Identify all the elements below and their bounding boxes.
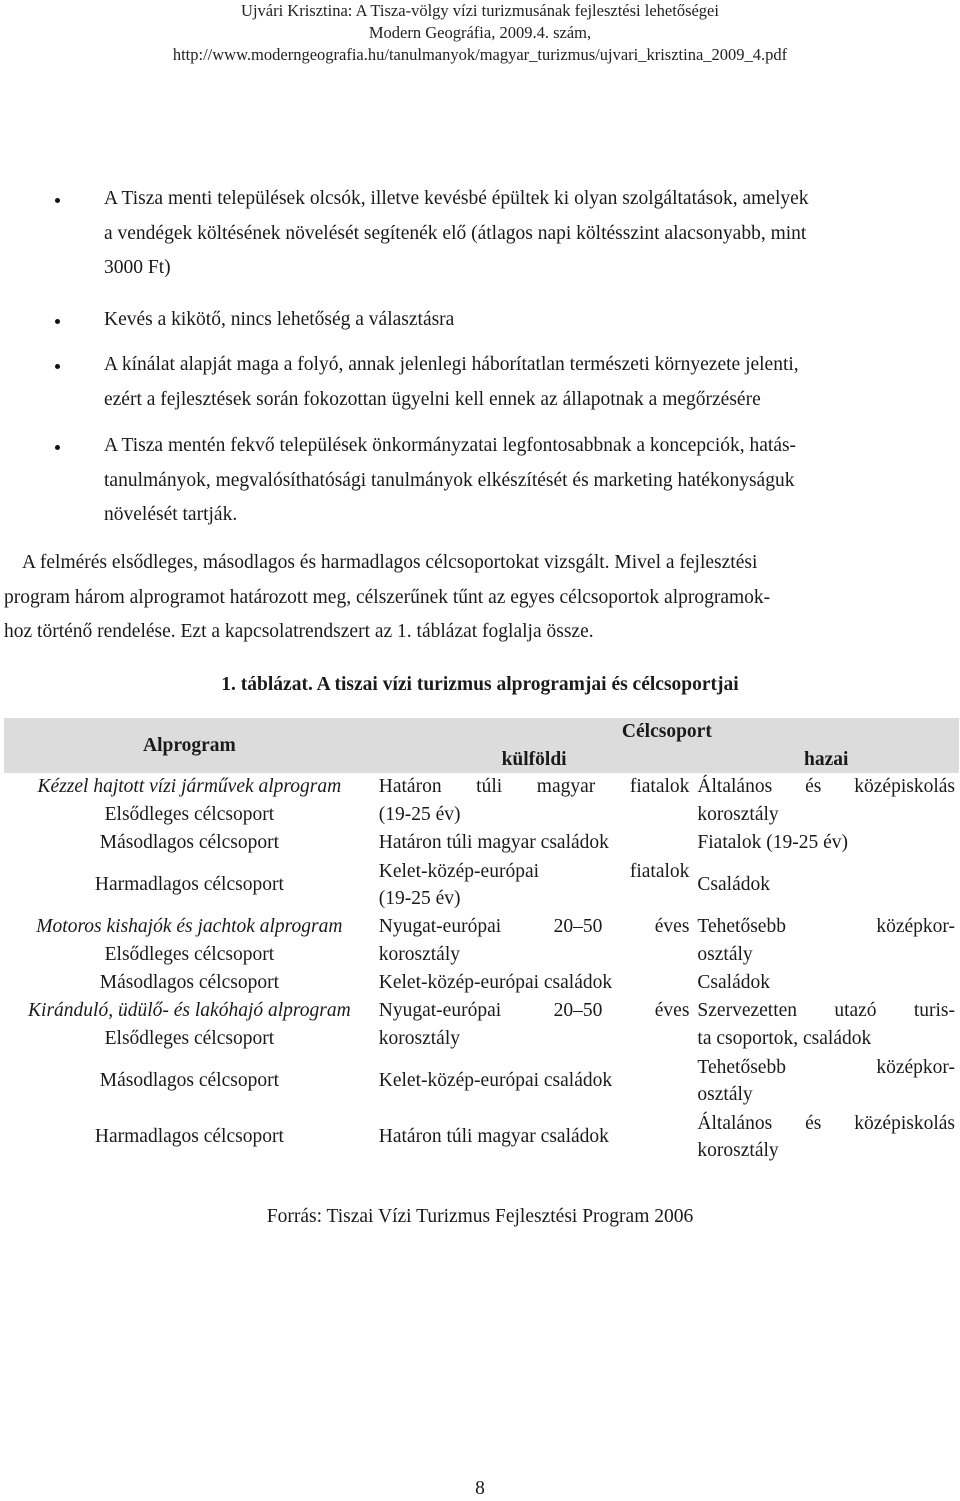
target-group-level: Harmadlagos célcsoport [94,874,284,896]
target-group-level: Másodlagos célcsoport [99,1070,280,1092]
cell-line: Családok [697,972,770,994]
body-paragraph [4,546,958,650]
table-row [4,1053,959,1109]
foreign-target-cell [375,969,694,997]
alprogram-cell [4,913,375,969]
table-body [4,773,959,1165]
bullet-line: A Tisza mentén fekvő települések önkormányzatai legfontosabbnak a koncepciók, hatás- [104,435,797,456]
alprogram-cell [4,773,375,829]
alprogram-cell [4,969,375,997]
bullet-list [0,182,960,533]
domestic-target-cell [693,913,959,969]
header-journal: Modern Geográfia, 2009.4. szám, [368,23,592,42]
cell-line: Kelet-közép-európai családok [378,1070,613,1092]
foreign-target-cell [375,829,694,857]
cell-line: (19-25 év) [378,888,461,909]
page-number: 8 [475,1478,485,1499]
table-row [4,773,959,829]
target-group-table [4,718,959,1165]
cell-line: korosztály [378,943,460,965]
cell-line: Kelet-közép-európai fiatalok [378,860,690,882]
cell-line: Nyugat-európai 20–50 éves [378,916,690,937]
bullet-icon [55,319,60,324]
foreign-target-cell [375,857,694,913]
foreign-target-cell [375,1109,694,1165]
domestic-target-cell [693,773,959,829]
alprogram-cell [4,1053,375,1109]
domestic-target-cell [693,829,959,857]
domestic-target-cell [693,997,959,1053]
table-row [4,1109,959,1165]
cell-line: osztály [697,943,753,965]
alprogram-cell [4,1109,375,1165]
header-kulfoldi: külföldi [375,746,694,774]
alprogram-name: Kiránduló, üdülő- és lakóhajó alprogram [28,1000,351,1021]
domestic-target-cell [693,1109,959,1165]
header-alprogram: Alprogram [4,718,375,773]
paragraph-line: hoz történő rendelése. Ezt a kapcsolatrendszert az 1. táblázat foglalja össze. [4,621,594,642]
cell-line: Tehetősebb középkor- [697,1056,955,1078]
header-url: http://www.moderngeografia.hu/tanulmanyok/magyar_turizmus/ujvari_krisztina_2009_4.pdf [172,45,788,64]
header-celcsoport: Célcsoport [375,718,959,746]
cell-line: korosztály [378,1027,460,1049]
cell-line: Határon túli magyar családok [378,832,609,854]
cell-line: Határon túli magyar fiatalok [378,776,690,797]
domestic-target-cell [693,1053,959,1109]
alprogram-cell [4,857,375,913]
bullet-line: tanulmányok, megvalósíthatósági tanulmányok elkészítését és marketing hatékonyságuk [104,469,795,491]
bullet-item [0,182,960,286]
alprogram-name: Kézzel hajtott vízi járművek alprogram [37,776,342,797]
bullet-line: 3000 Ft) [104,257,171,278]
cell-line: Határon túli magyar családok [378,1126,609,1148]
foreign-target-cell [375,913,694,969]
header-hazai: hazai [693,746,959,774]
cell-line: Kelet-közép-európai családok [378,972,613,994]
page-header [0,0,960,66]
bullet-item [0,348,960,417]
paragraph-line: program három alprogramot határozott meg, célszerűnek tűnt az egyes célcsoportok alprogramok- [4,586,771,608]
source-note: Forrás: Tiszai Vízi Turizmus Fejlesztési Program 2006 [266,1206,694,1227]
cell-line: Fiatalok (19-25 év) [697,832,848,854]
cell-line: Családok [697,874,770,896]
bullet-line: A Tisza menti települések olcsók, illetve kevésbé épültek ki olyan szolgáltatások, amelyek [104,188,809,209]
table-row [4,913,959,969]
cell-line: Általános és középiskolás [697,776,955,797]
target-group-level: Harmadlagos célcsoport [94,1126,284,1148]
cell-line: korosztály [697,1140,779,1161]
table-caption: 1. táblázat. A tiszai vízi turizmus alprogramjai és célcsoportjai [221,674,739,695]
bullet-icon [55,198,60,203]
foreign-target-cell [375,997,694,1053]
target-group-level: Másodlagos célcsoport [99,972,280,994]
cell-line: osztály [697,1084,753,1105]
table-row [4,857,959,913]
cell-line: Általános és középiskolás [697,1112,955,1134]
cell-line: Nyugat-európai 20–50 éves [378,1000,690,1021]
bullet-line: A kínálat alapját maga a folyó, annak jelenlegi háborítatlan természeti környezete jelenti, [104,354,799,375]
target-group-level: Másodlagos célcsoport [99,832,280,854]
target-group-level: Elsődleges célcsoport [104,803,275,825]
header-title: Ujvári Krisztina: A Tisza-völgy vízi turizmusának fejlesztési lehetőségei [241,1,719,20]
table-row [4,969,959,997]
bullet-line: növelését tartják. [104,504,238,525]
cell-line: korosztály [697,803,779,825]
cell-line: Tehetősebb középkor- [697,916,955,937]
alprogram-cell [4,829,375,857]
domestic-target-cell [693,969,959,997]
alprogram-name: Motoros kishajók és jachtok alprogram [36,916,343,937]
bullet-line: a vendégek költésének növelését segítenék elő (átlagos napi költésszint alacsonyabb, mint [104,222,807,244]
bullet-item [0,429,960,533]
table-row [4,829,959,857]
bullet-icon [55,364,60,369]
bullet-icon [55,445,60,450]
cell-line: (19-25 év) [378,803,461,825]
foreign-target-cell [375,1053,694,1109]
foreign-target-cell [375,773,694,829]
paragraph-line: A felmérés elsődleges, másodlagos és harmadlagos célcsoportokat vizsgált. Mivel a fejlesztési [22,552,758,573]
table-row [4,997,959,1053]
cell-line: ta csoportok, családok [697,1027,872,1049]
target-group-level: Elsődleges célcsoport [104,943,275,965]
domestic-target-cell [693,857,959,913]
bullet-item [0,303,960,338]
cell-line: Szervezetten utazó turis- [697,1000,955,1021]
bullet-line: Kevés a kikötő, nincs lehetőség a választásra [104,308,455,330]
bullet-line: ezért a fejlesztések során fokozottan ügyelni kell ennek az állapotnak a megőrzésére [104,388,761,410]
target-group-level: Elsődleges célcsoport [104,1027,275,1049]
alprogram-cell [4,997,375,1053]
